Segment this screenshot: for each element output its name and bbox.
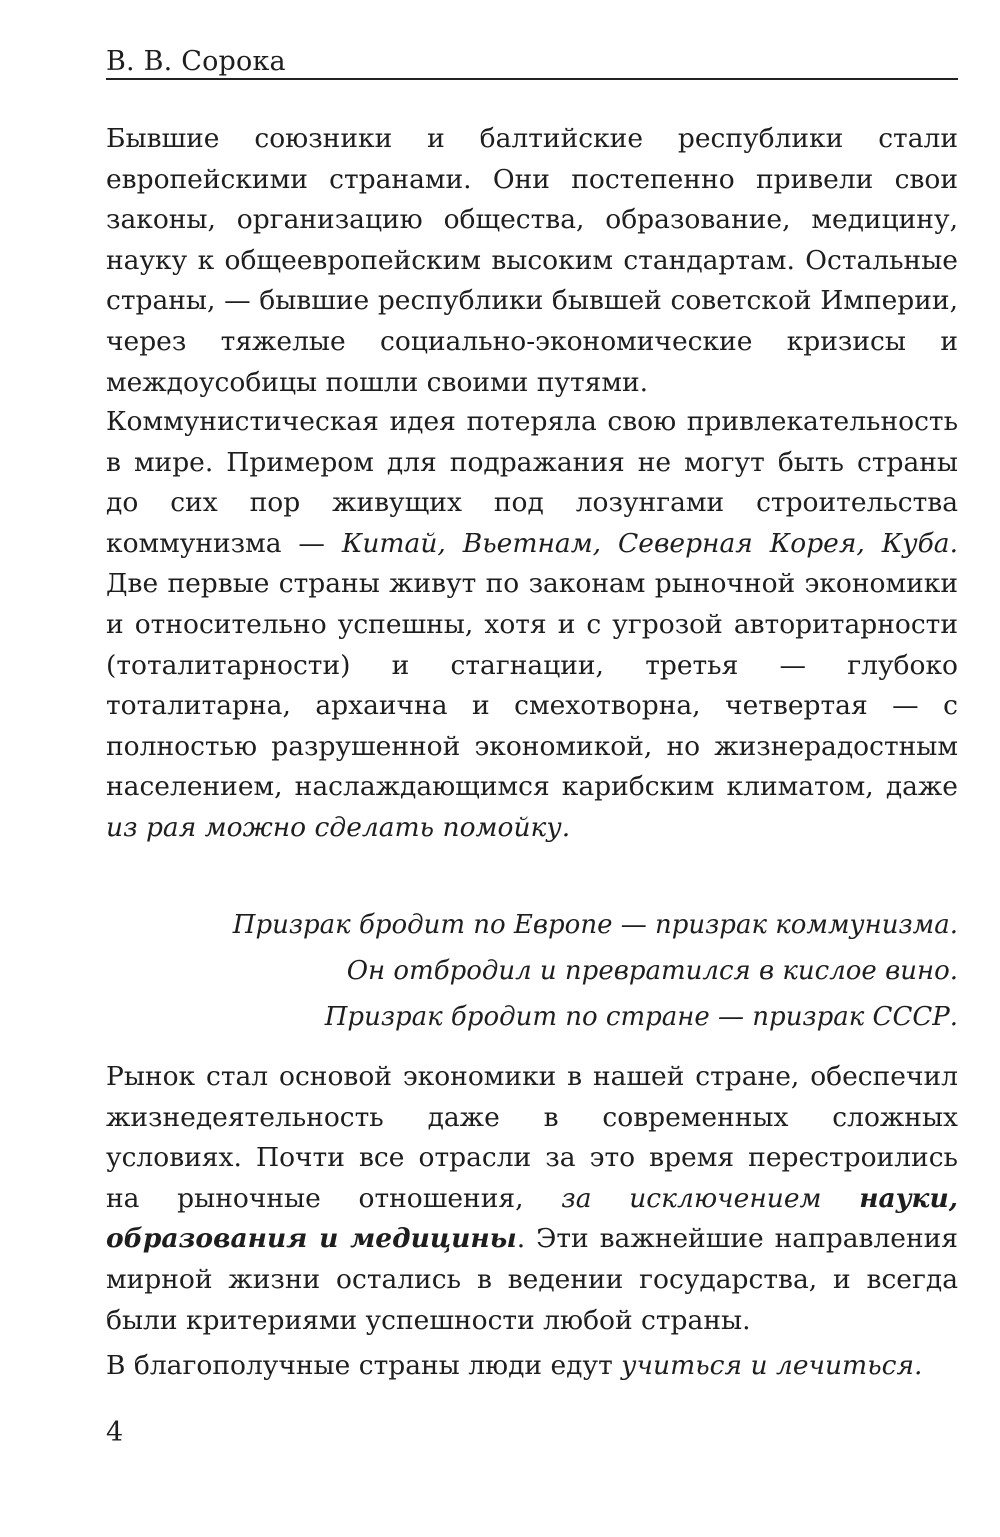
epigraph-line-2: Он отбродил и превратился в кислое вино.: [346, 956, 958, 986]
paragraph-4-intro: В благополучные страны люди едут: [106, 1350, 622, 1381]
paragraph-1: [106, 119, 958, 403]
paragraph-4: [106, 1346, 958, 1387]
header-rule: [106, 78, 958, 80]
page-number: 4: [106, 1417, 124, 1448]
paragraph-2: [106, 402, 958, 849]
paragraph-1-text: Бывшие союзники и балтийские республики стали европейскими странами. Они постепенно привели свои законы, организацию общества, образование, медицину, науку к общеевропейским высоким стандартам. Остальные страны, — бывшие республики бывшей советской Империи, через тяжелые социально-экономические кризисы и междоусобицы пошли своими путями.: [106, 123, 958, 398]
paragraph-2-intro: Коммунистическая идея потеряла свою привлекательность в мире. Примером для подражания не могут быть страны до сих пор живущих под лозунгами строительства коммунизма —: [106, 406, 958, 559]
paragraph-3: [106, 1057, 958, 1341]
paragraph-3-intro: Рынок стал основой экономики в нашей стране, обеспечил жизнедеятельность даже в современных сложных условиях. Почти все отрасли за это время перестроились на рыночные отношения,: [106, 1061, 958, 1214]
epigraph-line-1: Призрак бродит по Европе — призрак коммунизма.: [232, 910, 958, 940]
epigraph-line-3: Призрак бродит по стране — призрак СССР.: [324, 1002, 958, 1032]
paragraph-2-body: Две первые страны живут по законам рыночной экономики и относительно успешны, хотя и с угрозой авторитарности (тоталитарности) и стагнации, третья — глубоко тоталитарна, архаична и смехотворна, четвертая — с полностью разрушенной экономикой, но жизнерадостным населением, наслаждающимся карибским климатом, даже: [106, 568, 958, 803]
paragraph-4-italic: учиться и лечиться.: [621, 1350, 923, 1381]
paragraph-3-body: . Эти важнейшие направления мирной жизни остались в ведении государства, и всегда были критериями успешности любой страны.: [106, 1223, 959, 1336]
paragraph-2-countries: Китай, Вьетнам, Северная Корея, Куба.: [341, 527, 958, 559]
running-head: В. В. Сорока: [106, 46, 286, 77]
epigraph: [106, 902, 958, 1040]
paragraph-3-bold-italic: науки, образования и медицины: [106, 1182, 958, 1255]
paragraph-3-italic: за исключением: [561, 1182, 860, 1214]
paragraph-2-closing: из рая можно сделать помойку.: [106, 811, 571, 843]
